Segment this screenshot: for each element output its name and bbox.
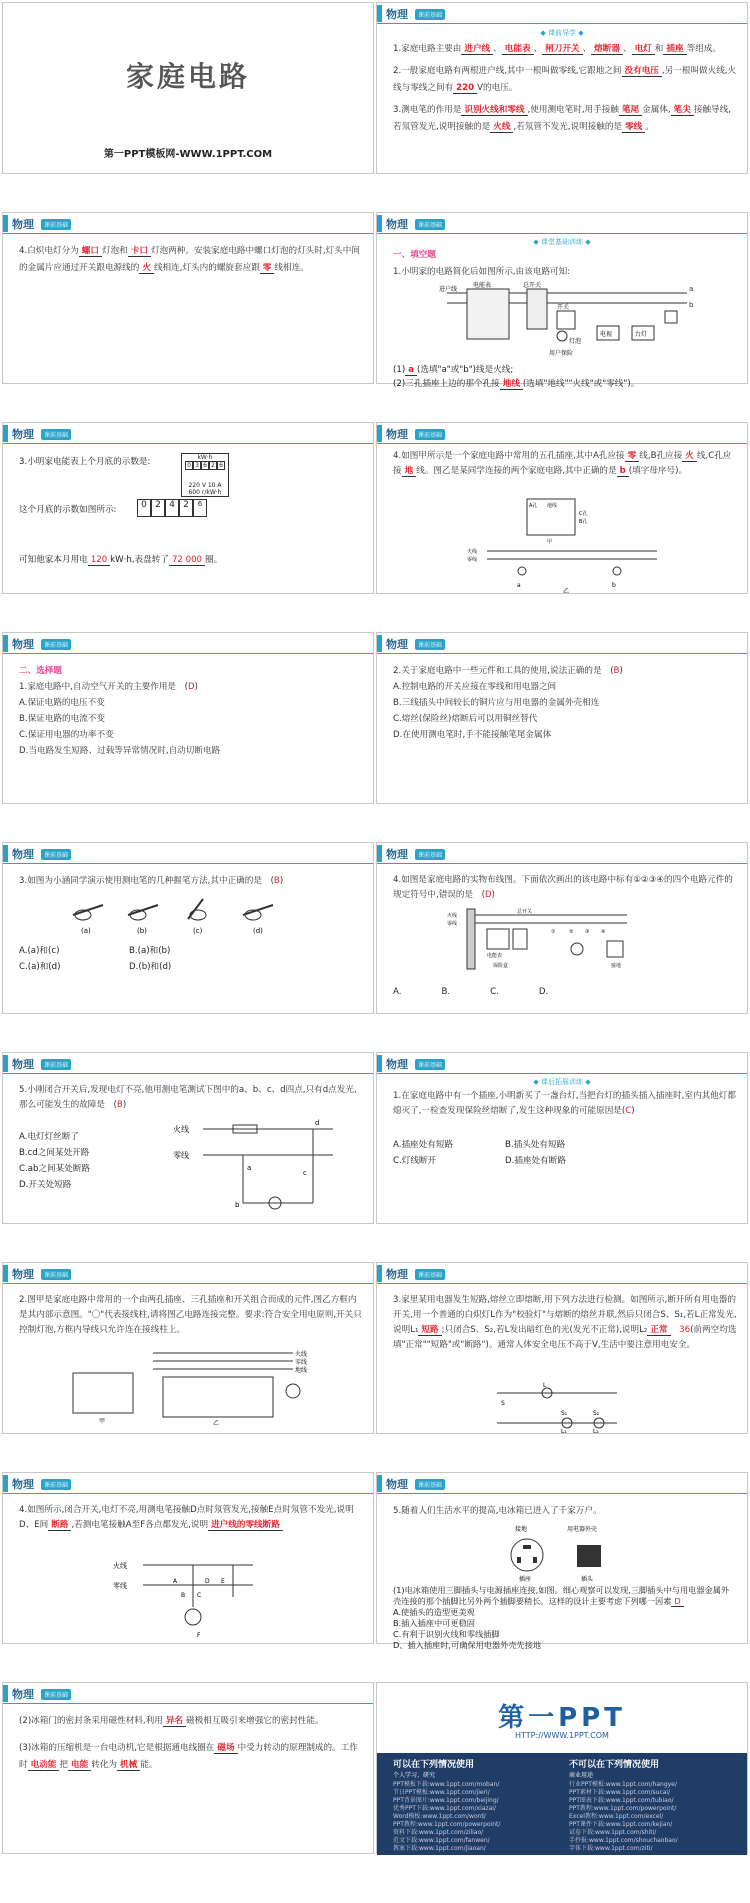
slide-9[interactable] [2, 842, 374, 1014]
switch-socket-diagram [63, 1347, 313, 1427]
label-tv: 电视 [600, 331, 613, 338]
label-c-hole: C孔 [579, 511, 588, 517]
label-yi: 乙 [563, 588, 570, 595]
slide-body: 4.如图是家庭电路的实物布线图。下面依次画出的该电路中标有①②③④的四个电路元件的规定符号中,错误的是 (D) [393, 875, 733, 900]
logo: 第一PPT [498, 1703, 626, 1733]
slide-header: 物理 课前基础 [3, 1473, 373, 1494]
label-earth: 接地 [611, 963, 622, 969]
option-a[interactable]: A.电灯灯丝断了 [19, 1132, 80, 1142]
option-d[interactable]: D.插座处有断路 [505, 1156, 566, 1166]
slide-body: (2)冰箱门的密封条采用磁性材料,利用 异名 磁极相互吸引来增强它的密封性能。 (3)冰箱的压缩机是一台电动机,它是根据通电线圈在 磁场 中受力转动的原理制成的。工作时 电动能 把 电能 转化为 机械 能。 [19, 1716, 358, 1770]
slide-6[interactable] [376, 422, 748, 594]
label-plug: 插头 [581, 1576, 594, 1583]
label-yi: 乙 [213, 1420, 220, 1427]
option-a[interactable]: A. [393, 987, 402, 997]
subject-label: 物理 [386, 8, 408, 21]
option-a[interactable]: A.保证电路的电压不变 [19, 698, 105, 708]
label-meter: 电能表 [487, 953, 503, 959]
option-d[interactable]: D.开关处短路 [19, 1180, 72, 1190]
slide-title: 家庭电路 [125, 60, 250, 93]
fig-b: (b) [137, 927, 147, 935]
link[interactable]: 手抄报:www.1ppt.com/shouchaobao/ [569, 1837, 678, 1844]
label-shell: 用电器外壳 [567, 1526, 598, 1533]
logo-url: HTTP://WWW.1PPT.COM [515, 1731, 609, 1740]
plug-socket-figure [497, 1523, 627, 1583]
slide-14[interactable] [376, 1262, 748, 1434]
label-zero: 零线 [295, 1359, 308, 1366]
link[interactable]: PPT教程:www.1ppt.com/powerpoint/ [569, 1805, 677, 1812]
section-title: ◆ 课前导学 ◆ [540, 29, 584, 37]
section-title: ◆ 课堂基础训练 ◆ [533, 238, 591, 246]
label-a: a [517, 582, 521, 589]
label-1: ① [551, 929, 556, 935]
label-fire: 火线 [467, 549, 478, 555]
label-l: L [543, 1382, 547, 1389]
option-a[interactable]: A.插座处有短路 [393, 1140, 454, 1150]
slide-header: 物理 课前基础 [377, 1053, 747, 1074]
label-ground: 地线 [547, 503, 558, 509]
label-d: D [205, 1578, 210, 1585]
label-c: c [303, 1169, 307, 1177]
tag-label: 课前基础 [415, 9, 445, 20]
slide-4[interactable] [376, 212, 748, 389]
label-zero: 零线 [113, 1582, 127, 1590]
slide-body: 二、选择题 1.家庭电路中,自动空气开关的主要作用是 (D) A.保证电路的电压不变 B.保证电路的电流不变 C.保证用电器的功率不变 D.当电路发生短路、过载等异常情况时,自动切断电路 [19, 663, 363, 759]
option-c[interactable]: C.ab之间某处断路 [19, 1164, 91, 1174]
link[interactable]: 范文下载:www.1ppt.com/fanwen/ [393, 1837, 490, 1844]
label-zero: 零线 [467, 557, 478, 563]
socket-diagram [467, 499, 667, 594]
slide-18[interactable] [376, 1682, 748, 1854]
label-b: b [612, 582, 616, 589]
option-c[interactable]: C.灯线断开 [393, 1156, 437, 1166]
label-jia: 甲 [547, 539, 553, 545]
slide-body: 4.白炽电灯分为 螺口 灯泡和 卡口 灯泡两种。安装家庭电路中螺口灯泡的灯头时,灯头中间的金属片应通过开关跟电源线的 火 线相连,灯头内的螺旋套应跟 零 线相连。 [19, 246, 360, 273]
link[interactable]: PPT模板下载:www.1ppt.com/moban/ [393, 1781, 500, 1788]
label-switch: 总开关 [517, 909, 533, 915]
slide-12[interactable] [376, 1052, 748, 1224]
label-zero: 零线 [173, 1151, 189, 1160]
label-socket: 插座 [519, 1576, 532, 1583]
circuit-diagram [437, 281, 697, 361]
options [19, 1129, 90, 1193]
option-b[interactable]: B.插头处有短路 [505, 1140, 566, 1150]
answers: (1) a (选填"a"或"b")线是火线; (2)三孔插座上边的那个孔接 地线 (选填"地线""火线"或"零线")。 [393, 365, 640, 389]
label-fire: 火线 [113, 1562, 127, 1570]
links-right [569, 1781, 678, 1853]
de-circuit [113, 1557, 273, 1643]
options [19, 943, 239, 975]
option-c[interactable]: C.有利于识别火线和零线插脚 [393, 1629, 500, 1639]
label-f: F [197, 1632, 201, 1639]
slide-3[interactable] [2, 212, 374, 384]
fig-a: (a) [81, 927, 91, 935]
slide-body: 5.随着人们生活水平的提高,电冰箱已进入了千家万户。 [393, 1506, 602, 1516]
label-a: A [173, 1578, 178, 1585]
slide-header: 物理 课前基础 [377, 1263, 747, 1284]
slide-5[interactable]: 物理 课前基础 3.小明家电能表上个月底的示数是: kW·h 0 3 6 2 6 220 V 10 A 600 r/kW·h 这个月底的示数如图所示: 0 2 4 2 6 可知他家本月用电 120 kW·h,表盘转了 72 000 圈。 [2, 422, 374, 594]
slide-16[interactable] [376, 1472, 748, 1650]
label-fire: 火线 [173, 1125, 189, 1134]
slide-body: 5.小刚闭合开关后,发现电灯不亮,他用测电笔测试下图中的a、b、c、d四点,只有d点发光,那么可能发生的故障是 (B) [19, 1085, 357, 1110]
options [393, 987, 548, 997]
slide-body: 2.关于家庭电路中一些元件和工具的使用,说法正确的是 (B) A.控制电路的开关应接在零线和用电器之间 B.三线插头中间较长的铜片应与用电器的金属外壳相连 C.熔丝(保险丝)熔断后可以用铜丝替代 D.在使用测电笔时,手不能接触笔尾金属体 [393, 663, 737, 743]
link[interactable]: 试卷下载:www.1ppt.com/shiti/ [569, 1829, 657, 1836]
label-a: a [247, 1164, 252, 1172]
slide-header [377, 3, 747, 24]
label-jinhuxian: 进户线 [439, 286, 458, 293]
link[interactable]: 教案下载:www.1ppt.com/jiaoan/ [393, 1845, 486, 1852]
label-zero: 零线 [447, 921, 458, 927]
label-fusebox: 保险盒 [493, 963, 509, 969]
link[interactable]: 资料下载:www.1ppt.com/ziliao/ [393, 1829, 484, 1836]
link[interactable]: PPT课件下载:www.1ppt.com/kejian/ [569, 1821, 673, 1828]
label-a-hole: A孔 [529, 503, 538, 509]
option-c[interactable]: C.(a)和(d) [19, 962, 61, 972]
option-d[interactable]: D.(b)和(d) [129, 962, 172, 972]
option-b[interactable]: B.三线插头中间较长的铜片应与用电器的金属外壳相连 [393, 698, 600, 708]
option-b[interactable]: B.(a)和(b) [129, 946, 171, 956]
link[interactable]: 节日PPT模板:www.1ppt.com/jieri/ [393, 1789, 490, 1796]
link[interactable]: 优秀PPT下载:www.1ppt.com/xiazai/ [393, 1805, 496, 1812]
fault-circuit [173, 1115, 363, 1215]
links-left [393, 1781, 500, 1853]
option-d[interactable]: D.当电路发生短路、过载等异常情况时,自动切断电路 [19, 746, 221, 756]
slide-17[interactable] [2, 1682, 374, 1854]
slide-body: 1.在家庭电路中有一个插座,小明新买了一盏台灯,当把台灯的插头插入插座时,室内其他灯都熄灭了,一检查发现保险丝熔断了,发生这种现象的可能原因是(C) [393, 1091, 736, 1116]
label-bulb: 灯泡 [569, 338, 582, 345]
slide-subtitle: 第一PPT模板网-WWW.1PPT.COM [103, 149, 273, 160]
label-meter: 电能表 [473, 282, 492, 289]
option-a[interactable]: A.使插头的造型更美观 [393, 1607, 475, 1617]
slide-body: 3.家里某用电器发生短路,熔丝立即熔断,用下列方法进行检测。如图所示,断开所有用电器的开关,用一个普通的白炽灯L作为"校验灯"与熔断的熔丝并联,然后只闭合S、S₁,若L正常发光,说明L₁ 短路 ;只闭合S、S₂,若L发出暗红色的光(发光不正常),说明L₂ 正常 36(前两空均选填"正常""短路"或"断路")。通常人体安全电压不高于V,生活中要注意用电安全。 [393, 1295, 737, 1350]
label-kaiguan: 开关 [557, 304, 570, 311]
sub-question: (1)电冰箱使用三脚插头与电源插座连接,如图。细心观察可以发现,三脚插头中与用电器金属外壳连接的那个插脚比另外两个插脚要稍长。这样的设计主要考虑下列哪一因素 D A.使插头的造型更美观 B.插入插座中可更稳固 C.有利于识别火线和零线插脚 D、插入插座时,可确保用电器外壳先接地 [393, 1585, 737, 1651]
slide-header: 物理 课前基础 [377, 633, 747, 654]
meter-1: kW·h 0 3 6 2 6 220 V 10 A 600 r/kW·h [181, 453, 229, 497]
slide-header: 物理 课前基础 [3, 633, 373, 654]
label-lamp: 台灯 [635, 331, 648, 338]
slide-13[interactable] [2, 1262, 374, 1434]
link[interactable]: Excel教程:www.1ppt.com/excel/ [569, 1813, 664, 1820]
label-3: ③ [585, 929, 590, 935]
options [393, 1137, 617, 1169]
section-title: ◆ 课后拓展训练 ◆ [533, 1078, 591, 1086]
slide-body: 2.图甲是家庭电路中常用的一个由两孔插座、三孔插座和开关组合而成的元件,图乙方框内是其内部示意图。"〇"代表接线柱,请将图乙电路连接完整。要求:符合安全用电原则,开关只控制灯泡,方框内导线只允许连在接线柱上。 [19, 1295, 362, 1335]
link[interactable]: PPT背景图片:www.1ppt.com/beijing/ [393, 1797, 499, 1804]
link[interactable]: PPT教程:www.1ppt.com/powerpoint/ [393, 1821, 501, 1828]
label-l2: L₂ [593, 1428, 599, 1435]
option-b[interactable]: B.插入插座中可更稳固 [393, 1618, 475, 1628]
slide-body: 4.如图甲所示是一个家庭电路中常用的五孔插座,其中A孔应接 零 线,B孔应接 火 线,C孔应接 地 线。图乙是某同学连接的两个家庭电路,其中正确的是 b (填字母序号)。 [393, 451, 732, 476]
wiring-diagram [447, 905, 647, 973]
label-c: C [197, 1592, 202, 1599]
slide-header: 物理 课前基础 [377, 423, 747, 444]
link[interactable]: PPT图表下载:www.1ppt.com/tubiao/ [569, 1797, 674, 1804]
slide-2[interactable] [376, 2, 748, 174]
check-lamp-circuit [487, 1383, 627, 1433]
slide-body: 3.如图为小涵同学演示使用测电笔的几种握笔方法,其中正确的是 (B) [19, 876, 284, 886]
option-b[interactable]: B. [441, 987, 451, 997]
option-d[interactable]: D. [538, 987, 549, 997]
fig-c: (c) [193, 927, 203, 935]
slide-10[interactable] [376, 842, 748, 1014]
label-ground: 地线 [295, 1367, 308, 1374]
label-ground: 接地 [515, 1526, 528, 1533]
slide-body: 4.如图所示,闭合开关,电灯不亮,用测电笔接触D点时氖管发光,接触E点时氖管不发光,说明D、E间 断路 ,若测电笔接触A至F各点都发光,说明 进户线的零线断路 [19, 1505, 354, 1530]
meter-2: 0 2 4 2 6 [137, 499, 207, 517]
label-4: ④ [601, 929, 606, 935]
option-a[interactable]: A.(a)和(c) [19, 946, 60, 956]
slide-body: 1.家庭电路主要由 进户线 、 电能表 、 闸刀开关 、 熔断器 、 电灯 和 插座 等组成。 2.一般家庭电路有两根进户线,其中一根叫做零线,它跟地之间 没有电压 ,另一根叫做火线,火线与零线之间有 220 V的电压。 3.测电笔的作用是 识别火线和零线 ,使用测电笔时,用手接触 笔尾 金属体, 笔尖 接触导线,若氖管发光,说明接触的是 火线 ,若氖管不发光,说明接触的是 零线 。 [393, 44, 737, 132]
slide-header: 物理 课前基础 [3, 1263, 373, 1284]
slide-15[interactable] [2, 1472, 374, 1644]
option-b[interactable]: B.保证电路的电流不变 [19, 714, 105, 724]
label-s: S [501, 1400, 505, 1407]
slide-header: 物理 课前基础 [377, 843, 747, 864]
slide-header: 物理 课前基础 [3, 423, 373, 444]
label-switch: 总开关 [523, 282, 542, 289]
label-e: E [221, 1578, 225, 1585]
option-a[interactable]: A.控制电路的开关应接在零线和用电器之间 [393, 682, 557, 692]
label-jia: 甲 [99, 1418, 106, 1425]
label-l1: L₁ [561, 1428, 567, 1435]
slide-header: 物理 课前基础 [377, 1473, 747, 1494]
option-d[interactable]: D.在使用测电笔时,手不能接触笔尾金属体 [393, 730, 552, 740]
label-d: d [315, 1119, 320, 1127]
usage-footer: 可以在下列情况使用 个人学习、研究 不可以在下列情况使用 商业用途 PPT模板下载:www.1ppt.com/moban/ 节日PPT模板:www.1ppt.com/jieri/ PPT背景图片:www.1ppt.com/beijing/ 优秀PPT下载:www.1ppt.com/xiazai/ Word模板:www.1ppt.com/word/ PPT教程:www.1ppt.com/powerpoint/ 资料下载:www.1ppt.com/ziliao/ 范文下载:www.1ppt.com/fanwen/ 教案下载:www.1ppt.com/jiaoan/ 行业PPT模板:www.1ppt.com/hangye/ PPT素材下载:www.1ppt.com/sucai/ PPT图表下载:www.1ppt.com/tubiao/ PPT教程:www.1ppt.com/powerpoint/ Excel教程:www.1ppt.com/excel/ PPT课件下载:www.1ppt.com/kejian/ 试卷下载:www.1ppt.com/shiti/ 手抄报:www.1ppt.com/shouchaobao/ 字体下载:www.1ppt.com/ziti/ [377, 1753, 747, 1855]
option-c[interactable]: C.熔丝(保险丝)熔断后可以用铜丝替代 [393, 714, 538, 724]
label-s2: S₂ [593, 1410, 600, 1417]
slide-header: 物理 课前基础 [3, 213, 373, 234]
slide-body: 一、填空题 1.小明家的电路简化后如图所示,由该电路可知: [393, 250, 571, 277]
option-c[interactable]: C. [490, 987, 499, 997]
slide-header: 物理 课前基础 [3, 1683, 373, 1704]
link[interactable]: Word模板:www.1ppt.com/word/ [393, 1813, 486, 1820]
link[interactable]: PPT素材下载:www.1ppt.com/sucai/ [569, 1789, 671, 1796]
option-d[interactable]: D、插入插座时,可确保用电器外壳先接地 [393, 1640, 542, 1650]
label-b-hole: B孔 [579, 519, 588, 525]
label-2: ② [569, 929, 574, 935]
label-b: B [181, 1592, 186, 1599]
label-b: b [235, 1201, 240, 1209]
option-c[interactable]: C.保证用电器的功率不变 [19, 730, 114, 740]
slide-header: 物理 课前基础 [3, 1053, 373, 1074]
label-fire: 火线 [447, 913, 458, 919]
pen-grip-figures [63, 895, 303, 935]
link[interactable]: 字体下载:www.1ppt.com/ziti/ [569, 1845, 653, 1852]
slide-7[interactable] [2, 632, 374, 804]
slide-8[interactable] [376, 632, 748, 804]
slide-1[interactable] [2, 2, 374, 174]
label-fuse: 用户保险 [549, 350, 574, 357]
label-fire: 火线 [295, 1351, 308, 1358]
slide-header: 物理 课前基础 [377, 213, 747, 234]
link[interactable]: 行业PPT模板:www.1ppt.com/hangye/ [569, 1781, 677, 1788]
option-b[interactable]: B.cd之间某处开路 [19, 1148, 90, 1158]
slide-header: 物理 课前基础 [3, 843, 373, 864]
label-s1: S₁ [561, 1410, 568, 1417]
slide-11[interactable] [2, 1052, 374, 1224]
label-a: a [689, 285, 694, 293]
fig-d: (d) [253, 927, 263, 935]
label-b: b [689, 301, 694, 309]
